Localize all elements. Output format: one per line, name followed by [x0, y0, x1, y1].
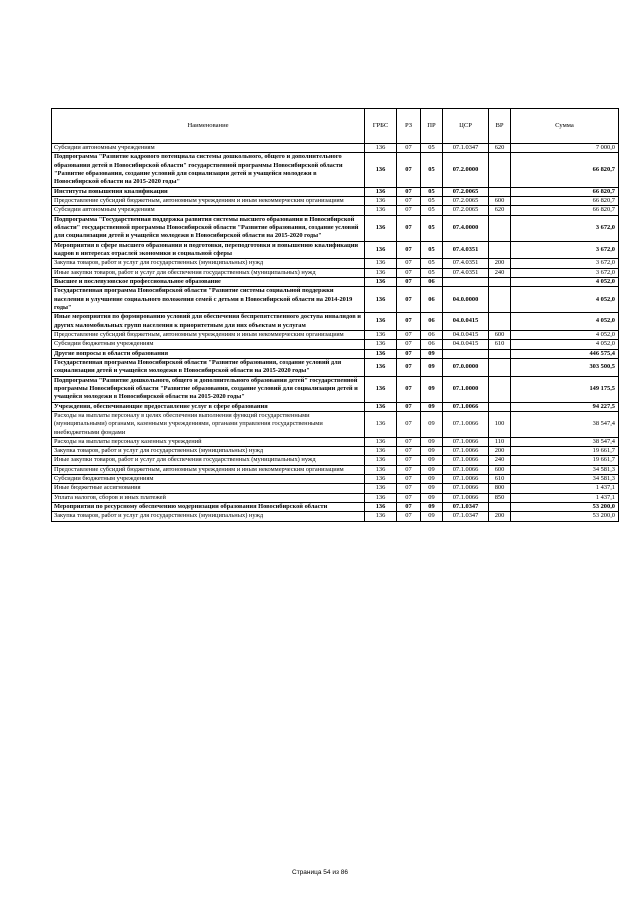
- table-row: [52, 358, 619, 376]
- cell-vr: [489, 215, 511, 241]
- header-grbs: ГРБС: [365, 109, 397, 144]
- cell-name: Закупка товаров, работ и услуг для государственных (муниципальных) нужд: [52, 512, 365, 521]
- cell-grbs: 136: [365, 465, 397, 474]
- cell-grbs: 136: [365, 475, 397, 484]
- table-row: [52, 330, 619, 339]
- table-row: [52, 196, 619, 205]
- cell-sum: 19 661,7: [511, 447, 619, 456]
- cell-pr: 09: [421, 349, 443, 358]
- cell-name: Подпрограмма "Государственная поддержка развития системы высшего образования в Новосибирской области" государственной программы Новосибирской области "Развитие образования, создание условий для социализации детей и учащейся молодежи в Новосибирской области на 2015-2020 годы": [52, 215, 365, 241]
- cell-vr: 600: [489, 330, 511, 339]
- cell-grbs: 136: [365, 206, 397, 215]
- cell-pr: 06: [421, 330, 443, 339]
- cell-sum: 446 575,4: [511, 349, 619, 358]
- cell-grbs: 136: [365, 259, 397, 268]
- table-row: [52, 268, 619, 277]
- cell-rz: 07: [397, 503, 421, 512]
- cell-name: Высшее и послевузовское профессиональное образование: [52, 277, 365, 286]
- table-row: [52, 187, 619, 196]
- cell-vr: [489, 241, 511, 259]
- cell-sum: 4 052,0: [511, 313, 619, 331]
- cell-csr: 04.0.0415: [443, 330, 489, 339]
- cell-pr: 05: [421, 187, 443, 196]
- table-row: [52, 411, 619, 437]
- cell-rz: 07: [397, 456, 421, 465]
- cell-grbs: 136: [365, 411, 397, 437]
- header-sum: Сумма: [511, 109, 619, 144]
- cell-vr: 850: [489, 493, 511, 502]
- cell-sum: 1 437,1: [511, 484, 619, 493]
- table-header-row: [52, 109, 619, 144]
- cell-sum: 303 500,5: [511, 358, 619, 376]
- cell-rz: 07: [397, 358, 421, 376]
- cell-grbs: 136: [365, 484, 397, 493]
- cell-grbs: 136: [365, 268, 397, 277]
- cell-grbs: 136: [365, 402, 397, 411]
- cell-rz: 07: [397, 287, 421, 313]
- cell-pr: 09: [421, 447, 443, 456]
- cell-csr: 07.2.0065: [443, 187, 489, 196]
- cell-name: Иные бюджетные ассигнования: [52, 484, 365, 493]
- cell-name: Учреждения, обеспечивающие предоставление услуг в сфере образования: [52, 402, 365, 411]
- cell-grbs: 136: [365, 447, 397, 456]
- cell-grbs: 136: [365, 196, 397, 205]
- cell-sum: 34 581,3: [511, 475, 619, 484]
- cell-sum: 7 000,0: [511, 144, 619, 153]
- cell-vr: [489, 358, 511, 376]
- cell-pr: 05: [421, 268, 443, 277]
- cell-grbs: 136: [365, 358, 397, 376]
- cell-csr: 07.1.0066: [443, 465, 489, 474]
- table-row: [52, 465, 619, 474]
- budget-table: [51, 108, 619, 522]
- page-number: Страница 54 из 86: [292, 869, 348, 876]
- cell-name: Иные закупки товаров, работ и услуг для обеспечения государственных (муниципальных) нужд: [52, 268, 365, 277]
- header-name: Наименование: [52, 109, 365, 144]
- cell-sum: 53 200,0: [511, 503, 619, 512]
- cell-rz: 07: [397, 437, 421, 446]
- cell-sum: 149 175,5: [511, 376, 619, 402]
- cell-vr: [489, 287, 511, 313]
- cell-vr: 110: [489, 437, 511, 446]
- cell-name: Субсидии автономным учреждениям: [52, 144, 365, 153]
- cell-name: Подпрограмма "Развитие кадрового потенциала системы дошкольного, общего и дополнительного образования детей в Новосибирской области" государственной программы Новосибирской области "Развитие образования, создание условий для социализации детей и учащейся молодежи в Новосибирской области на 2015-2020 годы": [52, 153, 365, 187]
- cell-sum: 19 661,7: [511, 456, 619, 465]
- cell-grbs: 136: [365, 144, 397, 153]
- cell-name: Государственная программа Новосибирской области "Развитие образования, создание условий для социализации детей и учащейся молодежи в Новосибирской области на 2015-2020 годы": [52, 358, 365, 376]
- table-row: [52, 484, 619, 493]
- cell-grbs: 136: [365, 330, 397, 339]
- cell-csr: 04.0.0415: [443, 313, 489, 331]
- cell-rz: 07: [397, 215, 421, 241]
- cell-sum: 66 820,7: [511, 153, 619, 187]
- cell-csr: 07.1.0066: [443, 475, 489, 484]
- cell-rz: 07: [397, 512, 421, 521]
- cell-pr: 09: [421, 358, 443, 376]
- cell-vr: 610: [489, 475, 511, 484]
- cell-pr: 09: [421, 411, 443, 437]
- cell-name: Предоставление субсидий бюджетным, автономным учреждениям и иным некоммерческим организациям: [52, 330, 365, 339]
- cell-name: Расходы на выплаты персоналу казенных учреждений: [52, 437, 365, 446]
- table-row: [52, 493, 619, 502]
- cell-grbs: 136: [365, 313, 397, 331]
- cell-rz: 07: [397, 313, 421, 331]
- cell-pr: 09: [421, 503, 443, 512]
- cell-grbs: 136: [365, 503, 397, 512]
- table-row: [52, 241, 619, 259]
- cell-pr: 09: [421, 437, 443, 446]
- cell-csr: 04.0.0000: [443, 287, 489, 313]
- table-row: [52, 475, 619, 484]
- cell-pr: 09: [421, 456, 443, 465]
- table-row: [52, 349, 619, 358]
- cell-csr: 07.1.0066: [443, 411, 489, 437]
- cell-rz: 07: [397, 340, 421, 349]
- cell-sum: 34 581,3: [511, 465, 619, 474]
- cell-rz: 07: [397, 465, 421, 474]
- cell-pr: 09: [421, 465, 443, 474]
- cell-sum: 3 672,0: [511, 241, 619, 259]
- cell-rz: 07: [397, 402, 421, 411]
- cell-vr: 620: [489, 144, 511, 153]
- header-pr: ПР: [421, 109, 443, 144]
- cell-vr: [489, 313, 511, 331]
- cell-vr: 200: [489, 447, 511, 456]
- cell-csr: [443, 277, 489, 286]
- cell-csr: 07.1.0066: [443, 437, 489, 446]
- cell-csr: 07.1.0066: [443, 484, 489, 493]
- cell-csr: 07.2.0065: [443, 196, 489, 205]
- table-row: [52, 153, 619, 187]
- cell-pr: 06: [421, 340, 443, 349]
- cell-pr: 09: [421, 512, 443, 521]
- cell-rz: 07: [397, 484, 421, 493]
- cell-vr: 620: [489, 206, 511, 215]
- cell-vr: [489, 187, 511, 196]
- cell-pr: 09: [421, 475, 443, 484]
- cell-pr: 06: [421, 287, 443, 313]
- table-row: [52, 340, 619, 349]
- cell-csr: 07.1.0066: [443, 493, 489, 502]
- cell-name: Закупка товаров, работ и услуг для государственных (муниципальных) нужд: [52, 447, 365, 456]
- cell-grbs: 136: [365, 376, 397, 402]
- cell-sum: 66 820,7: [511, 187, 619, 196]
- cell-pr: 05: [421, 206, 443, 215]
- cell-vr: [489, 503, 511, 512]
- cell-vr: 240: [489, 268, 511, 277]
- cell-name: Уплата налогов, сборов и иных платежей: [52, 493, 365, 502]
- cell-csr: 07.4.0351: [443, 241, 489, 259]
- cell-grbs: 136: [365, 187, 397, 196]
- table-row: [52, 259, 619, 268]
- cell-csr: 07.1.0347: [443, 512, 489, 521]
- cell-name: Иные мероприятия по формированию условий для обеспечения беспрепятственного доступа инвалидов и других маломобильных групп населения к приоритетным для них объектам и услугам: [52, 313, 365, 331]
- cell-vr: 600: [489, 196, 511, 205]
- table-row: [52, 402, 619, 411]
- cell-vr: [489, 402, 511, 411]
- cell-vr: 200: [489, 512, 511, 521]
- cell-csr: 07.0.0000: [443, 358, 489, 376]
- cell-vr: [489, 277, 511, 286]
- cell-rz: 07: [397, 259, 421, 268]
- cell-pr: 09: [421, 493, 443, 502]
- cell-name: Предоставление субсидий бюджетным, автономным учреждениям и иным некоммерческим организациям: [52, 465, 365, 474]
- table-row: [52, 503, 619, 512]
- table-row: [52, 437, 619, 446]
- cell-pr: 09: [421, 484, 443, 493]
- cell-name: Субсидии автономным учреждениям: [52, 206, 365, 215]
- cell-csr: 07.1.0066: [443, 447, 489, 456]
- cell-csr: [443, 349, 489, 358]
- cell-name: Расходы на выплаты персоналу в целях обеспечения выполнения функций государственными (муниципальными) органами, казенными учреждениями, органами управления государственными внебюджетными фондами: [52, 411, 365, 437]
- cell-pr: 05: [421, 259, 443, 268]
- cell-sum: 53 200,0: [511, 512, 619, 521]
- cell-pr: 05: [421, 144, 443, 153]
- cell-name: Другие вопросы в области образования: [52, 349, 365, 358]
- cell-sum: 4 052,0: [511, 340, 619, 349]
- cell-pr: 05: [421, 196, 443, 205]
- table-row: [52, 144, 619, 153]
- cell-name: Предоставление субсидий бюджетным, автономным учреждениям и иным некоммерческим организациям: [52, 196, 365, 205]
- cell-rz: 07: [397, 493, 421, 502]
- cell-sum: 1 437,1: [511, 493, 619, 502]
- table-row: [52, 287, 619, 313]
- table-row: [52, 447, 619, 456]
- cell-pr: 09: [421, 402, 443, 411]
- cell-sum: 66 820,7: [511, 206, 619, 215]
- cell-name: Субсидии бюджетным учреждениям: [52, 340, 365, 349]
- cell-vr: [489, 376, 511, 402]
- cell-csr: 07.4.0351: [443, 268, 489, 277]
- cell-name: Подпрограмма "Развитие дошкольного, общего и дополнительного образования детей" государственной программы Новосибирской области "Развитие образования, создание условий для социализации детей и учащейся молодежи в Новосибирской области на 2015-2020 годы": [52, 376, 365, 402]
- cell-pr: 06: [421, 277, 443, 286]
- table-row: [52, 206, 619, 215]
- header-vr: ВР: [489, 109, 511, 144]
- cell-grbs: 136: [365, 493, 397, 502]
- table-row: [52, 215, 619, 241]
- cell-name: Иные закупки товаров, работ и услуг для обеспечения государственных (муниципальных) нужд: [52, 456, 365, 465]
- cell-pr: 05: [421, 153, 443, 187]
- cell-name: Мероприятия по ресурсному обеспечению модернизации образования Новосибирской области: [52, 503, 365, 512]
- cell-sum: 3 672,0: [511, 259, 619, 268]
- cell-sum: 3 672,0: [511, 215, 619, 241]
- cell-vr: 600: [489, 465, 511, 474]
- cell-grbs: 136: [365, 340, 397, 349]
- cell-sum: 4 052,0: [511, 287, 619, 313]
- cell-name: Закупка товаров, работ и услуг для государственных (муниципальных) нужд: [52, 259, 365, 268]
- table-row: [52, 376, 619, 402]
- cell-csr: 07.1.0347: [443, 503, 489, 512]
- cell-rz: 07: [397, 206, 421, 215]
- cell-csr: 04.0.0415: [443, 340, 489, 349]
- cell-grbs: 136: [365, 512, 397, 521]
- table-row: [52, 313, 619, 331]
- cell-name: Институты повышения квалификации: [52, 187, 365, 196]
- cell-vr: [489, 349, 511, 358]
- cell-vr: 800: [489, 484, 511, 493]
- cell-vr: 610: [489, 340, 511, 349]
- cell-csr: 07.1.0066: [443, 456, 489, 465]
- cell-csr: 07.2.0000: [443, 153, 489, 187]
- cell-rz: 07: [397, 330, 421, 339]
- cell-pr: 05: [421, 215, 443, 241]
- cell-pr: 05: [421, 241, 443, 259]
- cell-grbs: 136: [365, 349, 397, 358]
- cell-grbs: 136: [365, 456, 397, 465]
- cell-name: Мероприятия в сфере высшего образования и подготовки, переподготовки и повышению квалификации кадров в интересах отраслей экономики и социальной сферы: [52, 241, 365, 259]
- cell-rz: 07: [397, 187, 421, 196]
- cell-pr: 06: [421, 313, 443, 331]
- cell-csr: 07.1.0066: [443, 402, 489, 411]
- table-row: [52, 277, 619, 286]
- cell-csr: 07.2.0065: [443, 206, 489, 215]
- cell-grbs: 136: [365, 437, 397, 446]
- table-row: [52, 512, 619, 521]
- cell-csr: 07.1.0000: [443, 376, 489, 402]
- cell-grbs: 136: [365, 241, 397, 259]
- cell-sum: 4 052,0: [511, 330, 619, 339]
- cell-rz: 07: [397, 376, 421, 402]
- cell-rz: 07: [397, 277, 421, 286]
- cell-sum: 3 672,0: [511, 268, 619, 277]
- cell-sum: 94 227,5: [511, 402, 619, 411]
- cell-rz: 07: [397, 475, 421, 484]
- cell-rz: 07: [397, 241, 421, 259]
- cell-grbs: 136: [365, 277, 397, 286]
- cell-vr: [489, 153, 511, 187]
- header-rz: РЗ: [397, 109, 421, 144]
- cell-rz: 07: [397, 144, 421, 153]
- cell-sum: 66 820,7: [511, 196, 619, 205]
- cell-csr: 07.4.0000: [443, 215, 489, 241]
- cell-vr: 200: [489, 259, 511, 268]
- cell-rz: 07: [397, 447, 421, 456]
- cell-csr: 07.1.0347: [443, 144, 489, 153]
- cell-rz: 07: [397, 196, 421, 205]
- cell-sum: 4 052,0: [511, 277, 619, 286]
- cell-sum: 38 547,4: [511, 437, 619, 446]
- cell-name: Государственная программа Новосибирской области "Развитие системы социальной поддержки населения и улучшение социального положения семей с детьми в Новосибирской области на 2014-2019 годы": [52, 287, 365, 313]
- cell-grbs: 136: [365, 287, 397, 313]
- cell-csr: 07.4.0351: [443, 259, 489, 268]
- table-row: [52, 456, 619, 465]
- cell-rz: 07: [397, 349, 421, 358]
- cell-sum: 38 547,4: [511, 411, 619, 437]
- header-csr: ЦСР: [443, 109, 489, 144]
- cell-rz: 07: [397, 153, 421, 187]
- cell-rz: 07: [397, 411, 421, 437]
- cell-grbs: 136: [365, 215, 397, 241]
- cell-vr: 100: [489, 411, 511, 437]
- cell-pr: 09: [421, 376, 443, 402]
- cell-name: Субсидии бюджетным учреждениям: [52, 475, 365, 484]
- cell-rz: 07: [397, 268, 421, 277]
- cell-vr: 240: [489, 456, 511, 465]
- cell-grbs: 136: [365, 153, 397, 187]
